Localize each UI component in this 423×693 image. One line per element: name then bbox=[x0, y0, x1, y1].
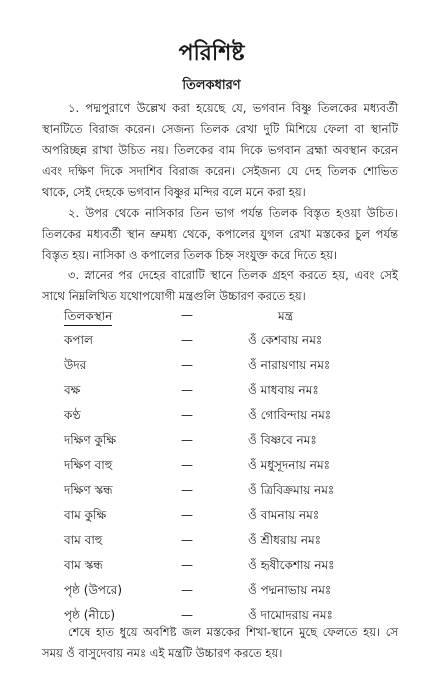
row-mantra: ওঁ দামোদরায় নমঃ bbox=[248, 608, 333, 622]
page-title: পরিশিষ্ট bbox=[178, 41, 245, 66]
row-dash: — bbox=[181, 558, 193, 572]
row-mantra: ওঁ হৃষীকেশায় নমঃ bbox=[248, 558, 335, 572]
tilak-table bbox=[0, 328, 423, 628]
row-place: দক্ষিণ কুক্ষি bbox=[64, 433, 117, 447]
row-mantra: ওঁ কেশবায় নমঃ bbox=[248, 333, 323, 347]
row-mantra: ওঁ বামনায় নমঃ bbox=[248, 508, 320, 522]
row-mantra: ওঁ শ্রীধরায় নমঃ bbox=[248, 533, 322, 547]
table-row bbox=[0, 428, 423, 453]
row-dash: — bbox=[181, 458, 193, 472]
paragraph-3: ৩. স্নানের পর দেহের বারোটি স্থানে তিলক গ্রহণ করতে হয়, এবং সেই সাথে নিম্নলিখিত যথোপযোগী মন্ত্রগুলি উচ্চারণ করতে হয়। bbox=[42, 268, 398, 303]
row-place: বাম বাহু bbox=[64, 533, 103, 547]
row-place: পৃষ্ঠ (নীচে) bbox=[64, 608, 116, 622]
row-place: উদর bbox=[64, 358, 87, 372]
row-place: দক্ষিণ বাহু bbox=[64, 458, 113, 472]
row-place: বক্ষ bbox=[64, 383, 81, 397]
table-row bbox=[0, 353, 423, 378]
table-row bbox=[0, 553, 423, 578]
table-row bbox=[0, 328, 423, 353]
header-mantra: মন্ত্র bbox=[278, 309, 293, 323]
row-place: পৃষ্ঠ (উপরে) bbox=[64, 583, 123, 597]
table-row bbox=[0, 403, 423, 428]
row-place: কপাল bbox=[64, 333, 93, 347]
row-dash: — bbox=[181, 483, 193, 497]
row-mantra: ওঁ মধুসূদনায় নমঃ bbox=[248, 458, 331, 472]
table-header bbox=[0, 308, 423, 328]
section-subtitle: তিলকধারণ bbox=[182, 78, 241, 93]
row-dash: — bbox=[181, 358, 193, 372]
row-dash: — bbox=[181, 533, 193, 547]
table-row bbox=[0, 503, 423, 528]
header-underline bbox=[64, 325, 112, 326]
table-row bbox=[0, 478, 423, 503]
row-mantra: ওঁ মাধবায় নমঃ bbox=[248, 383, 319, 397]
row-place: কণ্ঠ bbox=[64, 408, 81, 422]
row-dash: — bbox=[181, 408, 193, 422]
header-dash: — bbox=[181, 308, 193, 322]
header-place: তিলকস্থান bbox=[64, 309, 113, 323]
table-row bbox=[0, 378, 423, 403]
paragraph-closing: শেষে হাত ধুয়ে অবশিষ্ট জল মস্তকের শিখা-স্থানে মুছে ফেলতে হয়। সে সময় ওঁ বাসুদেবায় নমঃ এই মন্ত্রটি উচ্চারণ করতে হয়। bbox=[42, 625, 398, 660]
table-row bbox=[0, 578, 423, 603]
row-dash: — bbox=[181, 383, 193, 397]
paragraph-1: ১. পদ্মপুরাণে উল্লেখ করা হয়েছে যে, ভগবান বিষ্ণু তিলকের মধ্যবর্তী স্থানটিতে বিরাজ করেন। সেজন্য তিলক রেখা দুটি মিশিয়ে ফেলা বা স্থানটি অপরিচ্ছন্ন রাখা উচিত নয়। তিলকের বাম দিকে ভগবান ব্রহ্মা অবস্থান করেন এবং দক্ষিণ দিকে সদাশিব বিরাজ করেন। সেইজন্য যে দেহ তিলক শোভিত থাকে, সেই দেহকে ভগবান বিষ্ণুর মন্দির বলে মনে করা হয়। bbox=[42, 101, 398, 199]
row-mantra: ওঁ নারায়ণায় নমঃ bbox=[248, 358, 331, 372]
row-place: দক্ষিণ স্কন্ধ bbox=[64, 483, 113, 497]
row-mantra: ওঁ বিষ্ণবে নমঃ bbox=[248, 433, 317, 447]
table-row bbox=[0, 528, 423, 553]
row-dash: — bbox=[181, 433, 193, 447]
table-row bbox=[0, 453, 423, 478]
row-dash: — bbox=[181, 583, 193, 597]
row-mantra: ওঁ গোবিন্দায় নমঃ bbox=[248, 408, 332, 422]
row-mantra: ওঁ ত্রিবিক্রমায় নমঃ bbox=[248, 483, 335, 497]
row-dash: — bbox=[181, 333, 193, 347]
row-place: বাম কুক্ষি bbox=[64, 508, 107, 522]
row-dash: — bbox=[181, 508, 193, 522]
row-place: বাম স্কন্ধ bbox=[64, 558, 103, 572]
row-mantra: ওঁ পদ্মনাভায় নমঃ bbox=[248, 583, 332, 597]
paragraph-2: ২. উপর থেকে নাসিকার তিন ভাগ পর্যন্ত তিলক বিস্তৃত হওয়া উচিত। তিলকের মধ্যবর্তী স্থান ভ্রুমধ্য থেকে, কপালের যুগল রেখা মস্তকের চুল পর্যন্ত বিস্তৃত হয়। নাসিকা ও কপালের তিলক চিহ্ন সংযুক্ত করে দিতে হয়। bbox=[42, 206, 398, 262]
row-dash: — bbox=[181, 608, 193, 622]
